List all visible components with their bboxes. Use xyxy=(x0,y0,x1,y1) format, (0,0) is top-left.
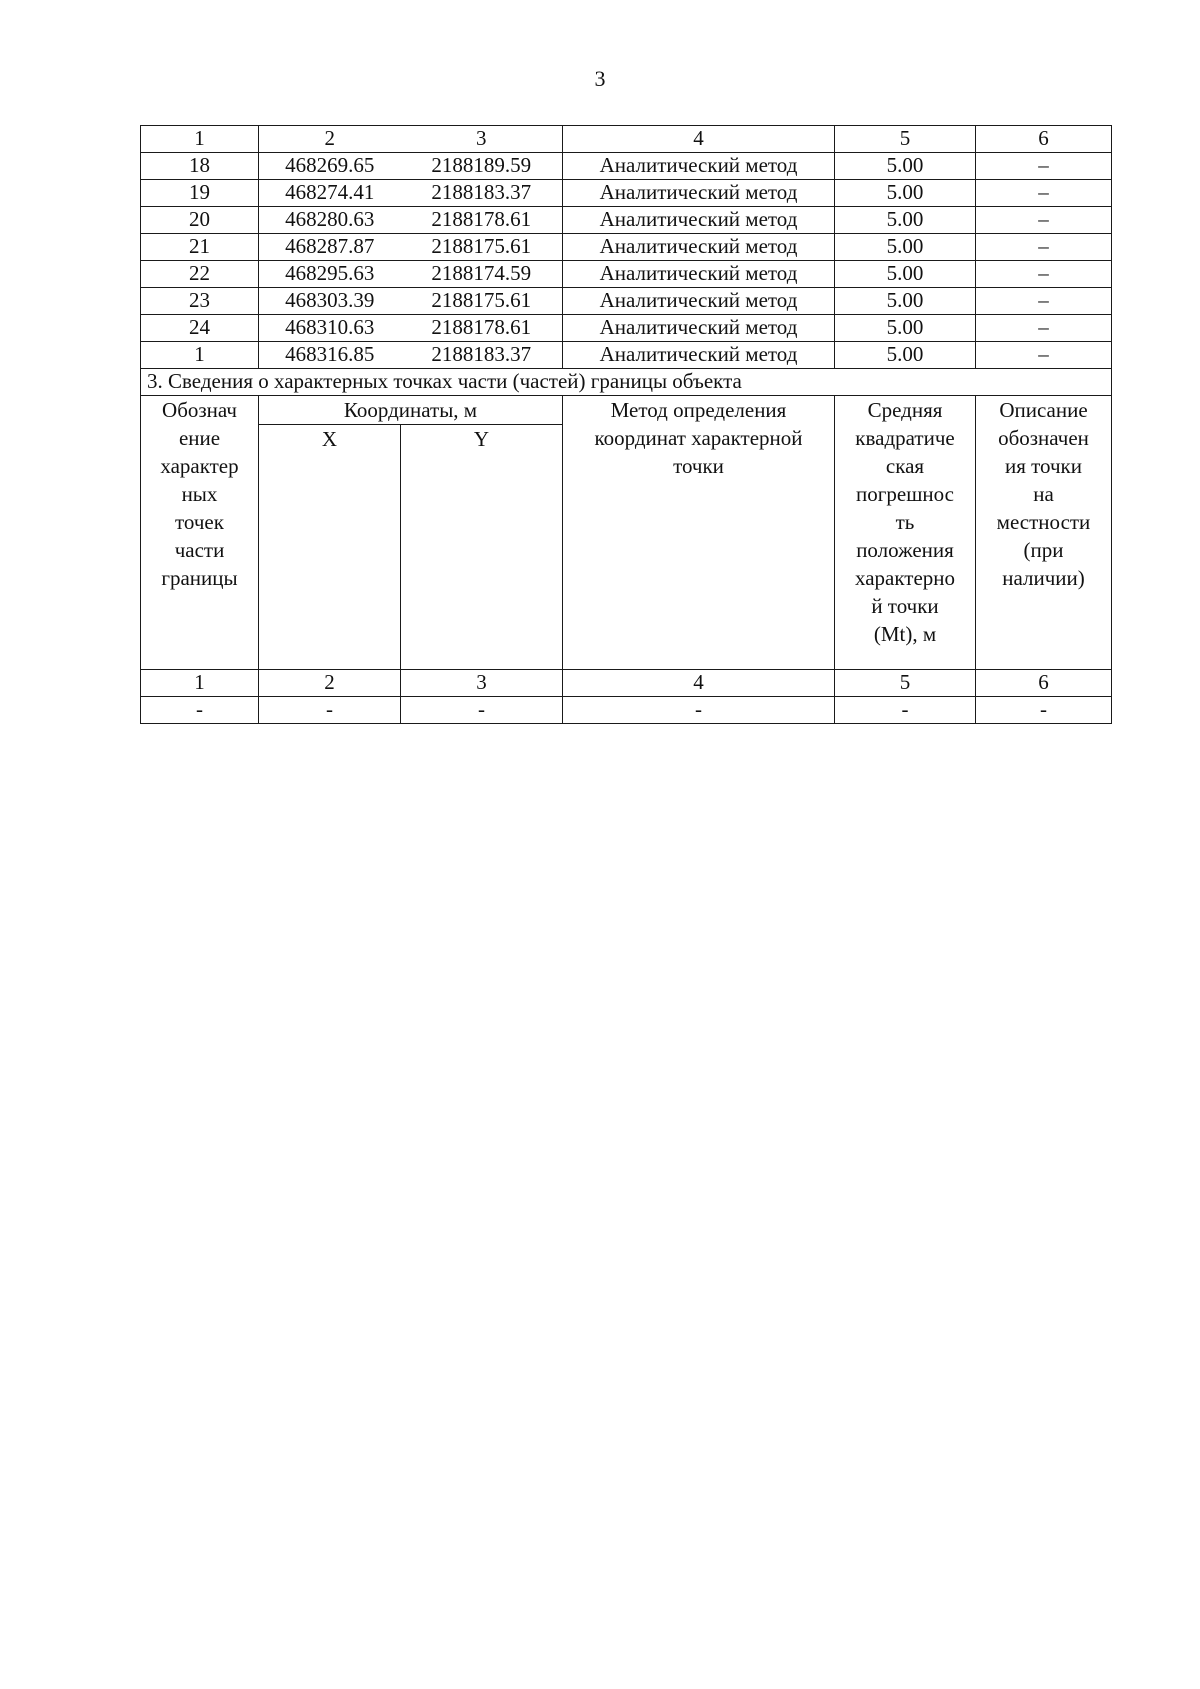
table-row xyxy=(141,234,1112,261)
x-coordinate-cell: 468280.63 xyxy=(259,207,401,234)
table-row xyxy=(141,180,1112,207)
table-row xyxy=(141,315,1112,342)
table-row xyxy=(141,288,1112,315)
column-number-cell: 3 xyxy=(401,670,563,697)
mt-cell: 5.00 xyxy=(835,315,976,342)
mt-cell: 5.00 xyxy=(835,342,976,369)
header-x: X xyxy=(259,425,401,670)
method-cell: Аналитический метод xyxy=(563,153,835,180)
description-cell: – xyxy=(976,261,1112,288)
point-cell: - xyxy=(141,697,259,724)
y-coordinate-cell: 2188178.61 xyxy=(401,207,563,234)
description-cell: – xyxy=(976,180,1112,207)
method-cell: Аналитический метод xyxy=(563,261,835,288)
coordinates-table xyxy=(140,125,1112,724)
x-coordinate-cell: 468316.85 xyxy=(259,342,401,369)
description-cell: - xyxy=(976,697,1112,724)
column-number-cell: 6 xyxy=(976,670,1112,697)
mt-cell: 5.00 xyxy=(835,180,976,207)
method-cell: Аналитический метод xyxy=(563,342,835,369)
y-coordinate-cell: 2188175.61 xyxy=(401,234,563,261)
x-coordinate-cell: 468310.63 xyxy=(259,315,401,342)
mt-cell: 5.00 xyxy=(835,153,976,180)
mt-cell: - xyxy=(835,697,976,724)
x-coordinate-cell: - xyxy=(259,697,401,724)
column-number-cell: 2 xyxy=(259,670,401,697)
description-cell: – xyxy=(976,153,1112,180)
description-cell: – xyxy=(976,288,1112,315)
column-number-cell: 6 xyxy=(976,126,1112,153)
description-cell: – xyxy=(976,315,1112,342)
column-number-cell: 4 xyxy=(563,670,835,697)
point-cell: 22 xyxy=(141,261,259,288)
column-number-cell: 5 xyxy=(835,670,976,697)
column-number-cell: 1 xyxy=(141,126,259,153)
section-title: 3. Сведения о характерных точках части (частей) границы объекта xyxy=(141,369,1112,396)
column-number-row xyxy=(141,126,1112,153)
table-row xyxy=(141,697,1112,724)
mt-cell: 5.00 xyxy=(835,234,976,261)
point-cell: 19 xyxy=(141,180,259,207)
method-cell: Аналитический метод xyxy=(563,315,835,342)
x-coordinate-cell: 468287.87 xyxy=(259,234,401,261)
x-coordinate-cell: 468269.65 xyxy=(259,153,401,180)
point-cell: 21 xyxy=(141,234,259,261)
mt-cell: 5.00 xyxy=(835,288,976,315)
description-cell: – xyxy=(976,234,1112,261)
column-number-cell: 3 xyxy=(401,126,563,153)
description-cell: – xyxy=(976,207,1112,234)
y-coordinate-cell: 2188183.37 xyxy=(401,180,563,207)
header-point-designation: Обознач ение характер ных точек части границы xyxy=(141,396,259,670)
mt-cell: 5.00 xyxy=(835,207,976,234)
y-coordinate-cell: - xyxy=(401,697,563,724)
column-number-cell: 5 xyxy=(835,126,976,153)
y-coordinate-cell: 2188175.61 xyxy=(401,288,563,315)
point-cell: 23 xyxy=(141,288,259,315)
point-cell: 18 xyxy=(141,153,259,180)
point-cell: 20 xyxy=(141,207,259,234)
y-coordinate-cell: 2188178.61 xyxy=(401,315,563,342)
mt-cell: 5.00 xyxy=(835,261,976,288)
header-description: Описание обозначен ия точки на местности (при наличии) xyxy=(976,396,1112,670)
section-title-row xyxy=(141,369,1112,396)
x-coordinate-cell: 468303.39 xyxy=(259,288,401,315)
y-coordinate-cell: 2188189.59 xyxy=(401,153,563,180)
column-number-cell: 4 xyxy=(563,126,835,153)
method-cell: Аналитический метод xyxy=(563,207,835,234)
description-cell: – xyxy=(976,342,1112,369)
method-cell: - xyxy=(563,697,835,724)
section-header-row xyxy=(141,396,1112,425)
header-method: Метод определения координат характерной точки xyxy=(563,396,835,670)
header-mt: Средняя квадратиче ская погрешнос ть положения характерно й точки (Mt), м xyxy=(835,396,976,670)
x-coordinate-cell: 468274.41 xyxy=(259,180,401,207)
y-coordinate-cell: 2188183.37 xyxy=(401,342,563,369)
table-row xyxy=(141,342,1112,369)
column-number-cell: 1 xyxy=(141,670,259,697)
table-row xyxy=(141,153,1112,180)
header-y: Y xyxy=(401,425,563,670)
x-coordinate-cell: 468295.63 xyxy=(259,261,401,288)
column-number-cell: 2 xyxy=(259,126,401,153)
method-cell: Аналитический метод xyxy=(563,180,835,207)
header-coordinates: Координаты, м xyxy=(259,396,563,425)
method-cell: Аналитический метод xyxy=(563,288,835,315)
point-cell: 24 xyxy=(141,315,259,342)
table-row xyxy=(141,207,1112,234)
page-number: 3 xyxy=(594,66,606,91)
method-cell: Аналитический метод xyxy=(563,234,835,261)
point-cell: 1 xyxy=(141,342,259,369)
column-number-row xyxy=(141,670,1112,697)
table-row xyxy=(141,261,1112,288)
y-coordinate-cell: 2188174.59 xyxy=(401,261,563,288)
